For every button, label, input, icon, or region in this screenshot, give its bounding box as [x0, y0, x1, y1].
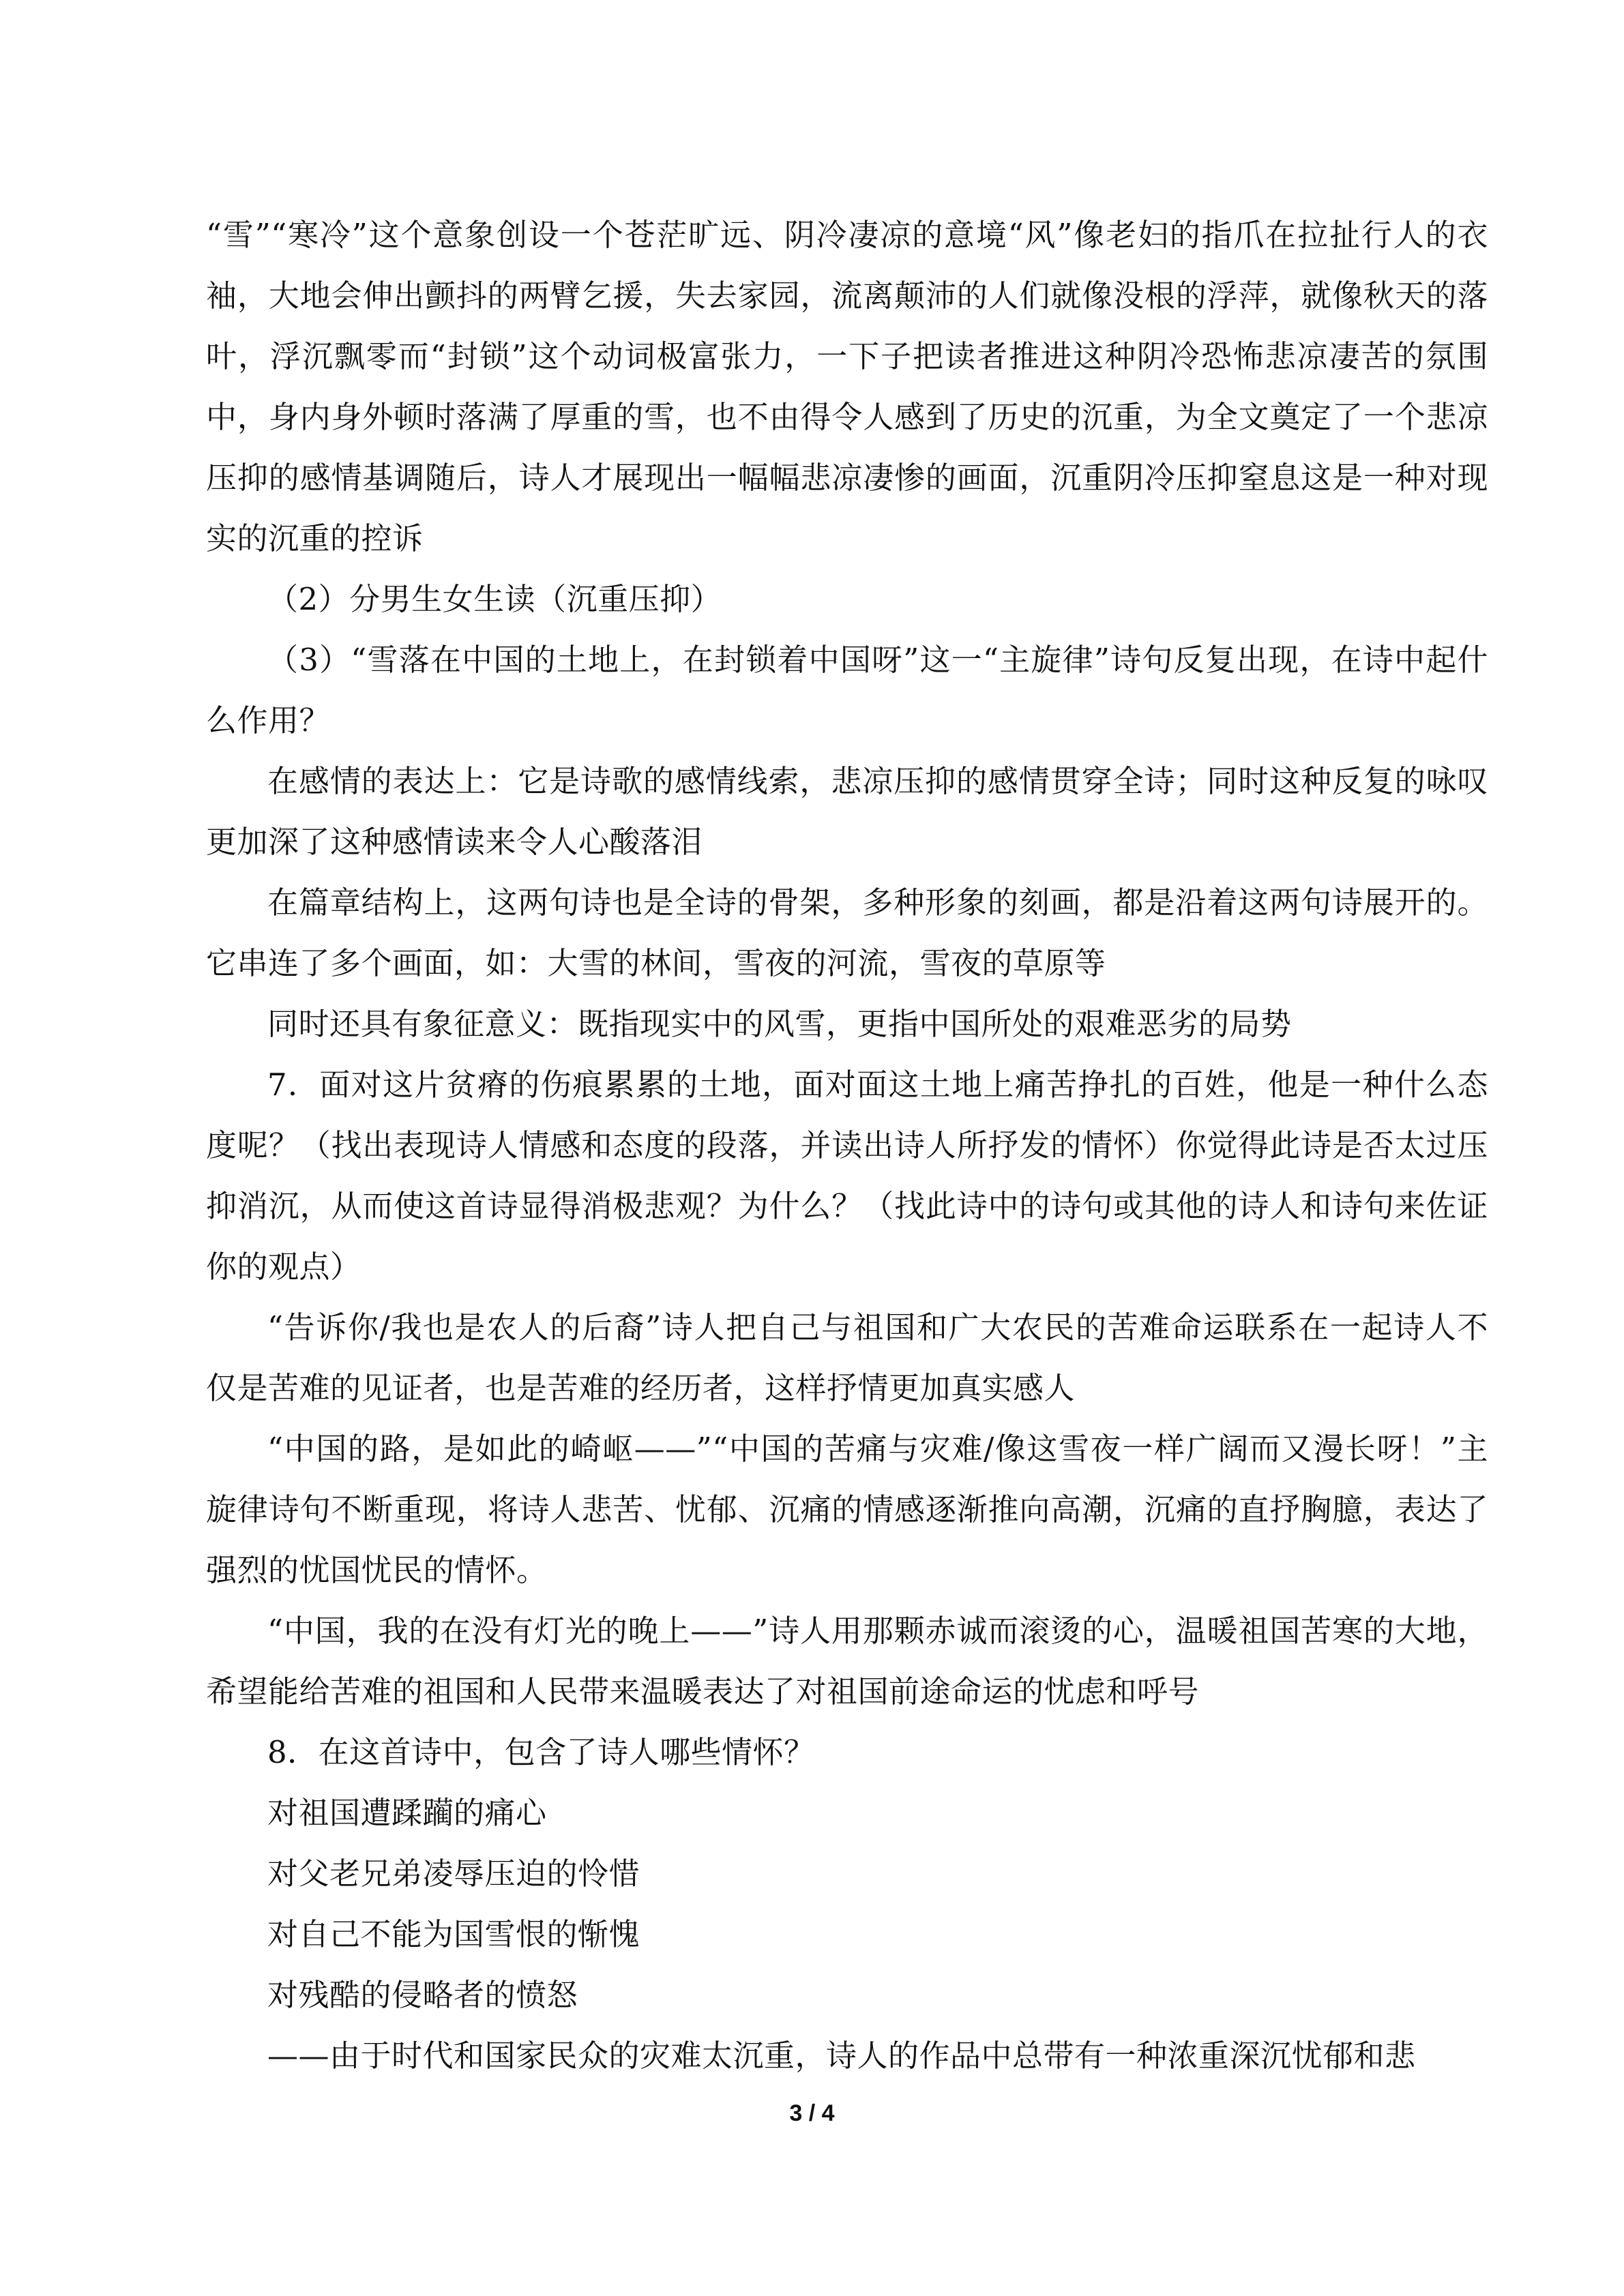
document-body [206, 205, 1488, 2086]
page-number: 3 / 4 [789, 2100, 835, 2126]
paragraph-question-8: 8．在这首诗中，包含了诗人哪些情怀？ [267, 1734, 815, 1770]
paragraph-no-light-night: “中国，我的在没有灯光的晚上——”诗人用那颗赤诚而滚烫的心，温暖祖国苦寒的大地，希望能给苦难的祖国和人民带来温暖表达了对祖国前途命运的忧虑和呼号 [206, 1613, 1488, 1710]
paragraph-symbolism: 同时还具有象征意义：既指现实中的风雪，更指中国所处的艰难恶劣的局势 [267, 1006, 1292, 1042]
paragraph-imagery-analysis: “雪”“寒冷”这个意象创设一个苍茫旷远、阴冷凄凉的意境“风”像老妇的指爪在拉扯行人的衣袖，大地会伸出颤抖的两臂乞援，失去家园，流离颠沛的人们就像没根的浮萍，就像秋天的落叶，浮沉飘零而“封锁”这个动词极富张力，一下子把读者推进这种阴冷恐怖悲凉凄苦的氛围中，身内身外顿时落满了厚重的雪，也不由得令人感到了历史的沉重，为全文奠定了一个悲凉压抑的感情基调随后，诗人才展现出一幅幅悲凉凄惨的画面，沉重阴冷压抑窒息这是一种对现实的沉重的控诉 [206, 217, 1488, 556]
list-item-anger: 对残酷的侵略者的愤怒 [267, 1977, 578, 2013]
list-item-shame: 对自己不能为国雪恨的惭愧 [267, 1916, 640, 1952]
paragraph-question-7: 7．面对这片贫瘠的伤痕累累的土地，面对面这土地上痛苦挣扎的百姓，他是一种什么态度呢？（找出表现诗人情感和态度的段落，并读出诗人所抒发的情怀）你觉得此诗是否太过压抑消沉，从而使这首诗显得消极悲观？为什么？（找此诗中的诗句或其他的诗人和诗句来佐证你的观点） [206, 1067, 1488, 1285]
paragraph-structure: 在篇章结构上，这两句诗也是全诗的骨架，多种形象的刻画，都是沿着这两句诗展开的。它串连了多个画面，如：大雪的林间，雪夜的河流，雪夜的草原等 [206, 884, 1488, 981]
paragraph-emotional-expression: 在感情的表达上：它是诗歌的感情线索，悲凉压抑的感情贯穿全诗；同时这种反复的咏叹更加深了这种感情读来令人心酸落泪 [206, 763, 1488, 860]
paragraph-conclusion: ——由于时代和国家民众的灾难太沉重，诗人的作品中总带有一种浓重深沉忧郁和悲 [267, 2038, 1416, 2074]
paragraph-china-road: “中国的路，是如此的崎岖——”“中国的苦痛与灾难/像这雪夜一样广阔而又漫长呀！”主旋律诗句不断重现，将诗人悲苦、忧郁、沉痛的情感逐渐推向高潮，沉痛的直抒胸臆，表达了强烈的忧国忧民的情怀。 [206, 1431, 1488, 1588]
paragraph-peasant-descendant: “告诉你/我也是农人的后裔”诗人把自己与祖国和广大农民的苦难命运联系在一起诗人不仅是苦难的见证者，也是苦难的经历者，这样抒情更加真实感人 [206, 1309, 1488, 1406]
paragraph-reading-method: （2）分男生女生读（沉重压抑） [267, 581, 722, 617]
list-item-sorrow: 对祖国遭蹂躏的痛心 [267, 1795, 547, 1831]
list-item-pity: 对父老兄弟凌辱压迫的怜惜 [267, 1855, 640, 1892]
paragraph-question-3: （3）“雪落在中国的土地上，在封锁着中国呀”这一“主旋律”诗句反复出现，在诗中起什么作用？ [206, 642, 1488, 739]
